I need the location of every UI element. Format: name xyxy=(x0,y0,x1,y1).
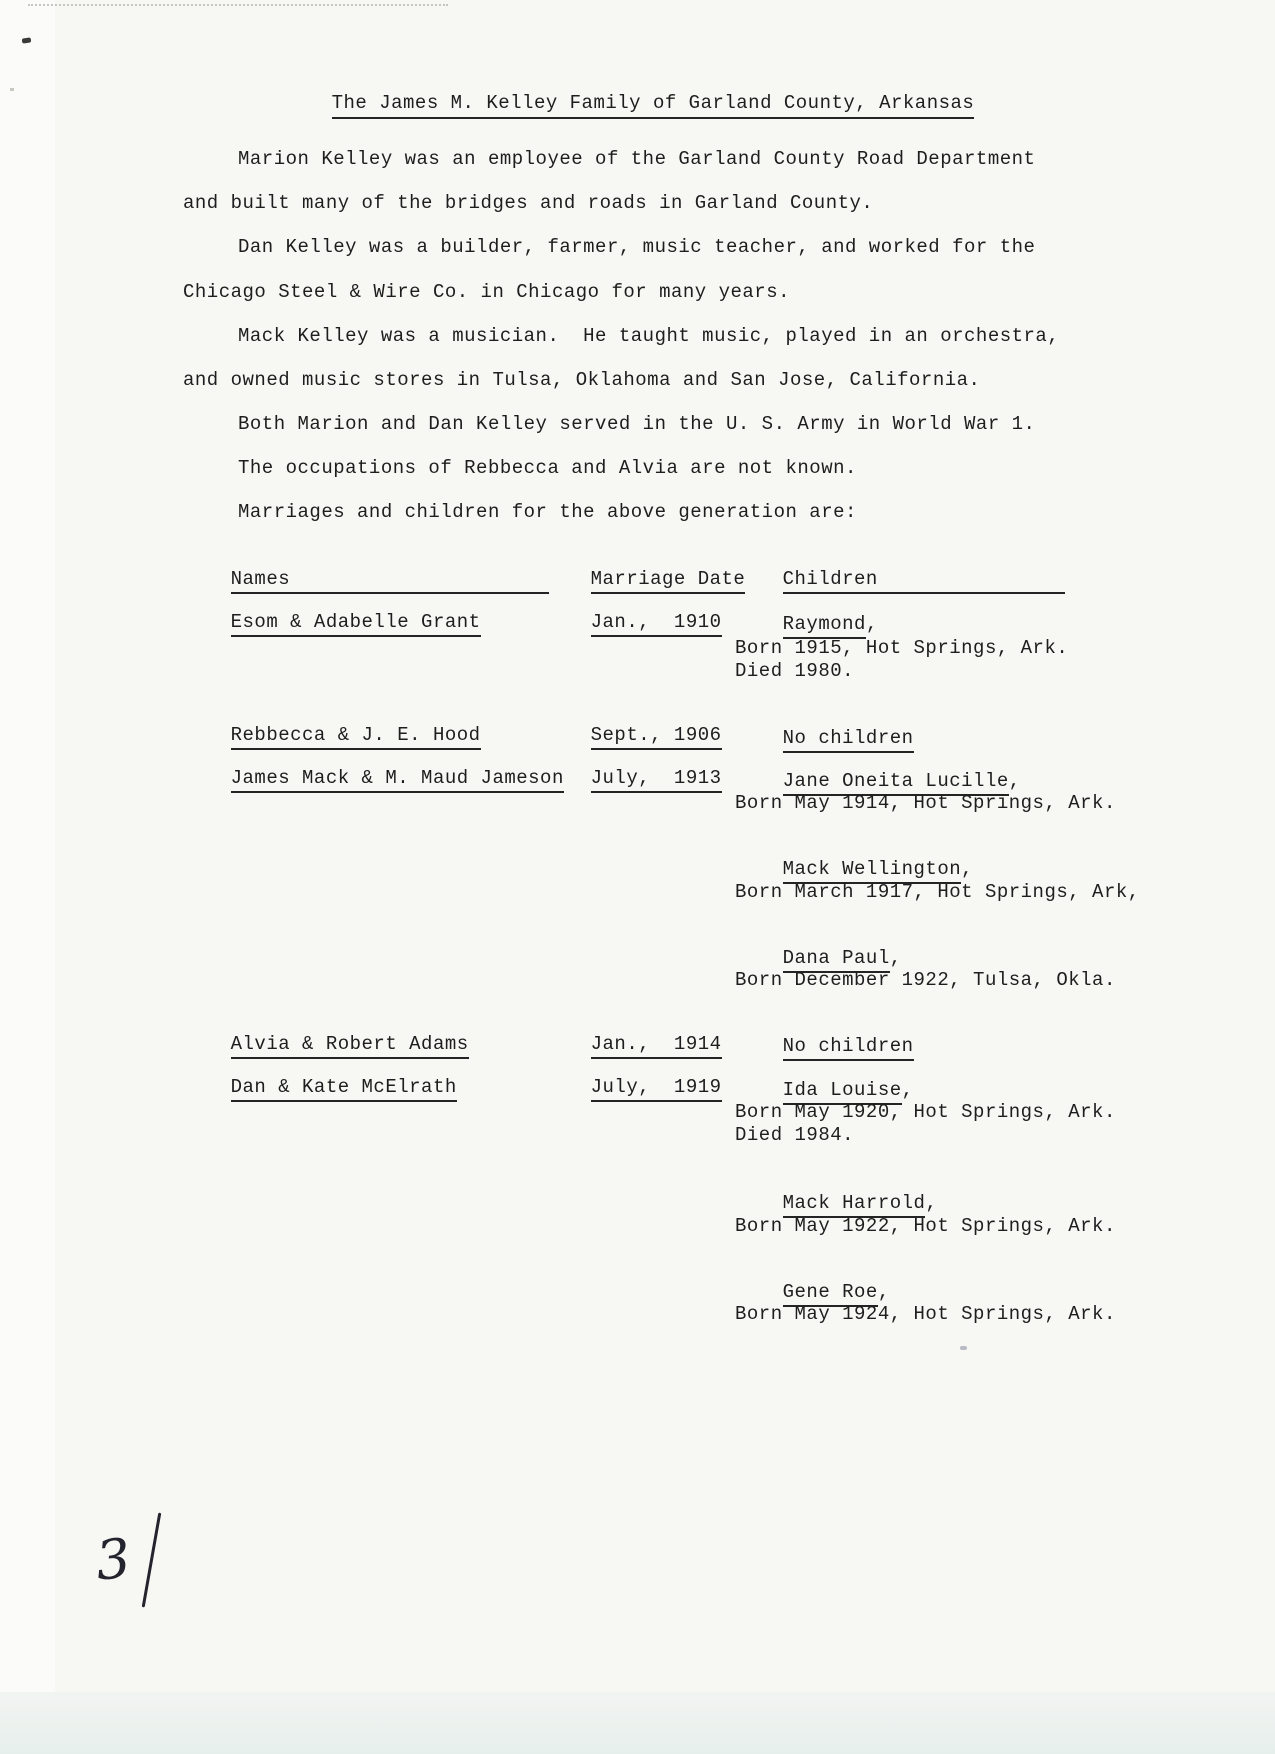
paragraph-line: Dan Kelley was a builder, farmer, music teacher, and worked for the xyxy=(238,236,1036,258)
child-detail: Died 1980. xyxy=(735,660,855,682)
table-cell-marriage-date: July, 1913 xyxy=(543,745,722,811)
child-detail: Born May 1922, Hot Springs, Ark. xyxy=(735,1215,1116,1237)
child-detail: Died 1984. xyxy=(735,1124,855,1146)
paragraph-line: Marriages and children for the above generation are: xyxy=(238,501,857,523)
child-detail: Born May 1924, Hot Springs, Ark. xyxy=(735,1303,1116,1325)
handwritten-page-number: 3 xyxy=(92,1526,134,1593)
child-name: No children xyxy=(735,1013,914,1079)
child-name: Raymond, xyxy=(735,591,878,657)
scan-artifact-speck xyxy=(960,1346,967,1350)
child-name: Gene Roe, xyxy=(735,1259,890,1325)
paragraph-line: and built many of the bridges and roads in Garland County. xyxy=(183,192,874,214)
table-cell-names: Rebbecca & J. E. Hood xyxy=(183,702,481,768)
column-header-names: Names xyxy=(183,546,549,616)
child-name: Dana Paul, xyxy=(735,925,902,991)
paragraph-line: Mack Kelley was a musician. He taught music, played in an orchestra, xyxy=(238,325,1060,347)
paragraph-line: The occupations of Rebbecca and Alvia are not known. xyxy=(238,457,857,479)
paragraph-line: and owned music stores in Tulsa, Oklahoma and San Jose, California. xyxy=(183,369,981,391)
table-cell-marriage-date: Jan., 1914 xyxy=(543,1011,722,1077)
child-name: No children xyxy=(735,705,914,771)
child-detail: Born May 1920, Hot Springs, Ark. xyxy=(735,1101,1116,1123)
table-cell-names: Esom & Adabelle Grant xyxy=(183,589,481,655)
table-cell-names: James Mack & M. Maud Jameson xyxy=(183,745,564,811)
scan-artifact-dotted-line xyxy=(28,4,448,6)
child-name: Ida Louise, xyxy=(735,1057,914,1123)
page-title: The James M. Kelley Family of Garland County, Arkansas xyxy=(284,70,974,136)
scan-bottom-edge xyxy=(0,1692,1275,1754)
paragraph-line: Chicago Steel & Wire Co. in Chicago for many years. xyxy=(183,281,790,303)
paragraph-line: Both Marion and Dan Kelley served in the U. S. Army in World War 1. xyxy=(238,413,1036,435)
table-cell-marriage-date: Sept., 1906 xyxy=(543,702,722,768)
child-detail: Born May 1914, Hot Springs, Ark. xyxy=(735,792,1116,814)
scan-left-edge xyxy=(0,0,55,1754)
table-cell-marriage-date: July, 1919 xyxy=(543,1054,722,1120)
child-name: Mack Wellington, xyxy=(735,836,973,902)
child-name: Jane Oneita Lucille, xyxy=(735,748,1021,814)
child-detail: Born December 1922, Tulsa, Okla. xyxy=(735,969,1116,991)
child-name: Mack Harrold, xyxy=(735,1170,937,1236)
column-header-marriage-date: Marriage Date xyxy=(543,546,745,612)
handwritten-slash-mark xyxy=(142,1512,162,1607)
table-cell-names: Alvia & Robert Adams xyxy=(183,1011,469,1077)
paragraph-line: Marion Kelley was an employee of the Garland County Road Department xyxy=(238,148,1036,170)
scan-artifact-speck xyxy=(10,88,14,91)
table-cell-marriage-date: Jan., 1910 xyxy=(543,589,722,655)
column-header-children: Children xyxy=(735,546,1065,616)
table-cell-names: Dan & Kate McElrath xyxy=(183,1054,457,1120)
child-detail: Born 1915, Hot Springs, Ark. xyxy=(735,637,1069,659)
child-detail: Born March 1917, Hot Springs, Ark, xyxy=(735,881,1140,903)
